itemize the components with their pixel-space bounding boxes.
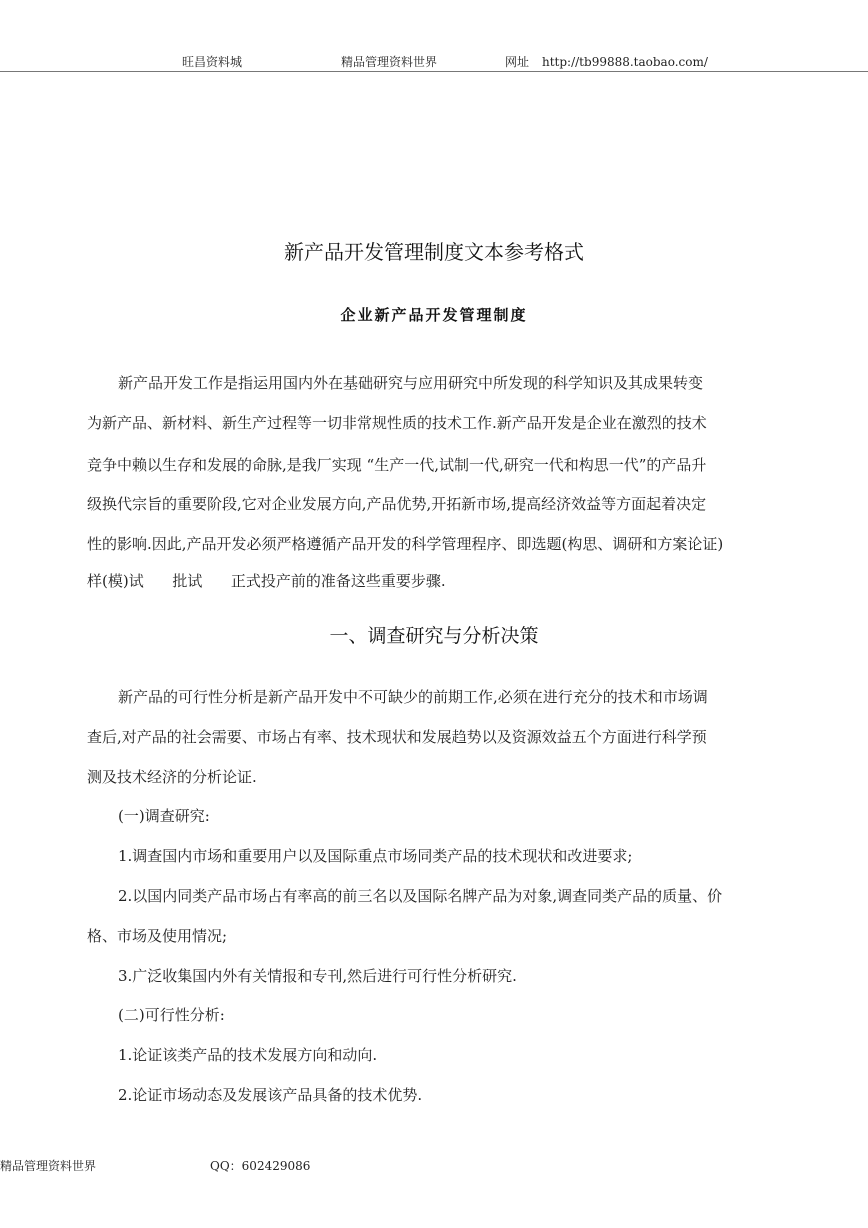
document-subtitle: 企业新产品开发管理制度 (340, 306, 528, 324)
list-item: 1.论证该类产品的技术发展方向和动向. (118, 1046, 378, 1064)
subsection-heading: (二)可行性分析: (118, 1006, 225, 1024)
section-intro-line: 新产品的可行性分析是新产品开发中不可缺少的前期工作,必须在进行充分的技术和市场调 (118, 688, 708, 706)
intro-line: 样(模)试 批试 正式投产前的准备这些重要步骤. (87, 572, 446, 590)
list-item: 2.论证市场动态及发展该产品具备的技术优势. (118, 1086, 423, 1104)
header-brand: 精品管理资料世界 (341, 55, 438, 69)
header-divider (0, 71, 868, 72)
header-shop-name: 旺昌资料城 (182, 55, 243, 69)
intro-line: 性的影响.因此,产品开发必须严格遵循产品开发的科学管理程序、即选题(构思、调研和方案论证) (87, 535, 724, 553)
intro-line: 竞争中赖以生存和发展的命脉,是我厂实现 “生产一代,试制一代,研究一代和构思一代”的产品升 (87, 456, 707, 474)
list-item-continuation: 格、市场及使用情况; (87, 927, 228, 945)
section-heading: 一、调查研究与分析决策 (329, 625, 539, 647)
subsection-heading: (一)调查研究: (118, 807, 210, 825)
list-item: 2.以国内同类产品市场占有率高的前三名以及国际名牌产品为对象,调查同类产品的质量、价 (118, 887, 723, 905)
section-intro-line: 查后,对产品的社会需要、市场占有率、技术现状和发展趋势以及资源效益五个方面进行科学预 (87, 728, 707, 746)
page-header (0, 54, 868, 70)
header-url-label: 网址 (505, 55, 530, 69)
intro-line: 为新产品、新材料、新生产过程等一切非常规性质的技术工作.新产品开发是企业在激烈的技术 (87, 414, 707, 432)
list-item: 1.调查国内市场和重要用户以及国际重点市场同类产品的技术现状和改进要求; (118, 847, 633, 865)
header-url-link[interactable]: http://tb99888.taobao.com/ (542, 55, 708, 69)
document-title: 新产品开发管理制度文本参考格式 (284, 240, 584, 264)
intro-line: 级换代宗旨的重要阶段,它对企业发展方向,产品优势,开拓新市场,提高经济效益等方面起着决定 (87, 495, 707, 513)
intro-line: 新产品开发工作是指运用国内外在基础研究与应用研究中所发现的科学知识及其成果转变 (118, 374, 704, 392)
footer-qq: QQ：602429086 (210, 1159, 311, 1173)
footer-brand: 精品管理资料世界 (0, 1159, 97, 1173)
section-intro-line: 测及技术经济的分析论证. (87, 768, 257, 786)
list-item: 3.广泛收集国内外有关情报和专刊,然后进行可行性分析研究. (118, 967, 517, 985)
